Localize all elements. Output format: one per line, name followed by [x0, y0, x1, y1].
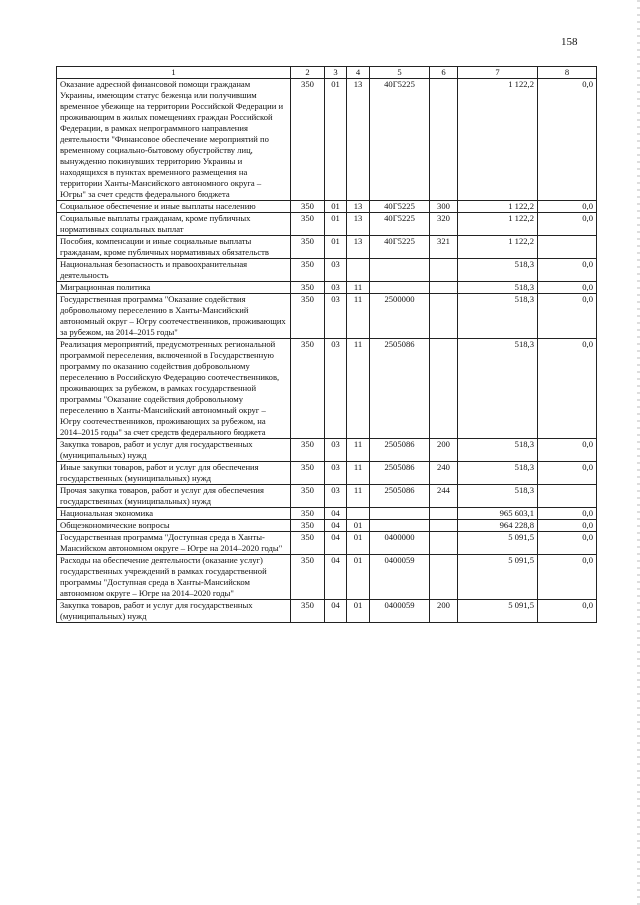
expense-type-cell: 321 [430, 236, 458, 259]
page-number: 158 [561, 36, 578, 48]
target-item-cell [370, 508, 430, 520]
target-item-cell [370, 282, 430, 294]
column-header: 1 [57, 67, 291, 79]
amount-extra-cell: 0,0 [538, 79, 597, 201]
section-cell: 03 [325, 282, 347, 294]
subsection-cell: 01 [347, 600, 370, 623]
subsection-cell: 13 [347, 201, 370, 213]
expense-type-cell [430, 282, 458, 294]
admin-code-cell: 350 [291, 508, 325, 520]
target-item-cell: 2505086 [370, 462, 430, 485]
amount-cell: 518,3 [458, 259, 538, 282]
amount-extra-cell: 0,0 [538, 555, 597, 600]
amount-cell: 1 122,2 [458, 213, 538, 236]
amount-cell: 5 091,5 [458, 532, 538, 555]
amount-extra-cell: 0,0 [538, 532, 597, 555]
amount-extra-cell: 0,0 [538, 439, 597, 462]
table-row [57, 79, 597, 201]
amount-extra-cell: 0,0 [538, 201, 597, 213]
amount-cell: 518,3 [458, 485, 538, 508]
amount-cell: 518,3 [458, 282, 538, 294]
subsection-cell: 11 [347, 294, 370, 339]
amount-extra-cell [538, 485, 597, 508]
section-cell: 03 [325, 339, 347, 439]
table-row [57, 555, 597, 600]
section-cell: 03 [325, 294, 347, 339]
section-cell: 04 [325, 520, 347, 532]
column-header: 3 [325, 67, 347, 79]
section-cell: 03 [325, 485, 347, 508]
amount-extra-cell: 0,0 [538, 520, 597, 532]
amount-cell: 1 122,2 [458, 201, 538, 213]
row-name-cell: Национальная безопасность и правоохранительная деятельность [57, 259, 291, 282]
target-item-cell: 2505086 [370, 339, 430, 439]
expense-type-cell: 200 [430, 600, 458, 623]
amount-extra-cell [538, 236, 597, 259]
expense-type-cell [430, 79, 458, 201]
table-row [57, 462, 597, 485]
expense-type-cell: 300 [430, 201, 458, 213]
admin-code-cell: 350 [291, 236, 325, 259]
column-header: 8 [538, 67, 597, 79]
subsection-cell: 01 [347, 555, 370, 600]
row-name-cell: Реализация мероприятий, предусмотренных региональной программой переселения, включенной в Государственную программу по оказанию содействия добровольному переселению в Российскую Федерацию соотечественников, проживающих за рубежом, в рамках государственной программы "Оказание содействия добровольному переселению в Ханты-Мансийский автономный округ – Югру соотечественников, проживающих за рубежом, на 2014–2015 годы" за счет средств федерального бюджета [57, 339, 291, 439]
amount-extra-cell: 0,0 [538, 508, 597, 520]
subsection-cell: 11 [347, 282, 370, 294]
target-item-cell [370, 259, 430, 282]
column-header: 7 [458, 67, 538, 79]
expense-type-cell [430, 294, 458, 339]
amount-extra-cell: 0,0 [538, 259, 597, 282]
target-item-cell: 2500000 [370, 294, 430, 339]
admin-code-cell: 350 [291, 282, 325, 294]
amount-cell: 5 091,5 [458, 555, 538, 600]
admin-code-cell: 350 [291, 485, 325, 508]
section-cell: 01 [325, 201, 347, 213]
column-header: 6 [430, 67, 458, 79]
amount-extra-cell: 0,0 [538, 282, 597, 294]
target-item-cell: 2505086 [370, 485, 430, 508]
row-name-cell: Государственная программа "Доступная среда в Ханты-Мансийском автономном округе – Югре на 2014–2020 годы" [57, 532, 291, 555]
target-item-cell: 40Г5225 [370, 201, 430, 213]
amount-cell: 965 603,1 [458, 508, 538, 520]
admin-code-cell: 350 [291, 439, 325, 462]
section-cell: 03 [325, 259, 347, 282]
row-name-cell: Расходы на обеспечение деятельности (оказание услуг) государственных учреждений в рамках государственной программы "Доступная среда в Ханты-Мансийском автономном округе – Югре на 2014–2020 годы" [57, 555, 291, 600]
amount-extra-cell: 0,0 [538, 294, 597, 339]
column-header: 2 [291, 67, 325, 79]
amount-extra-cell: 0,0 [538, 462, 597, 485]
target-item-cell [370, 520, 430, 532]
section-cell: 04 [325, 600, 347, 623]
expense-type-cell: 200 [430, 439, 458, 462]
section-cell: 01 [325, 236, 347, 259]
target-item-cell: 40Г5225 [370, 79, 430, 201]
section-cell: 01 [325, 79, 347, 201]
target-item-cell: 40Г5225 [370, 213, 430, 236]
row-name-cell: Миграционная политика [57, 282, 291, 294]
row-name-cell: Общеэкономические вопросы [57, 520, 291, 532]
table-row [57, 213, 597, 236]
subsection-cell: 11 [347, 339, 370, 439]
amount-cell: 964 228,8 [458, 520, 538, 532]
row-name-cell: Пособия, компенсации и иные социальные выплаты гражданам, кроме публичных нормативных обязательств [57, 236, 291, 259]
subsection-cell [347, 508, 370, 520]
column-header: 5 [370, 67, 430, 79]
expense-type-cell [430, 532, 458, 555]
expense-type-cell [430, 339, 458, 439]
admin-code-cell: 350 [291, 213, 325, 236]
table-row [57, 259, 597, 282]
section-cell: 01 [325, 213, 347, 236]
section-cell: 03 [325, 462, 347, 485]
subsection-cell: 13 [347, 213, 370, 236]
target-item-cell: 0400000 [370, 532, 430, 555]
expense-type-cell: 244 [430, 485, 458, 508]
target-item-cell: 0400059 [370, 600, 430, 623]
subsection-cell: 13 [347, 236, 370, 259]
expense-type-cell [430, 508, 458, 520]
section-cell: 04 [325, 508, 347, 520]
admin-code-cell: 350 [291, 79, 325, 201]
target-item-cell: 2505086 [370, 439, 430, 462]
admin-code-cell: 350 [291, 600, 325, 623]
row-name-cell: Национальная экономика [57, 508, 291, 520]
table-row [57, 532, 597, 555]
expense-type-cell [430, 520, 458, 532]
admin-code-cell: 350 [291, 520, 325, 532]
subsection-cell: 11 [347, 462, 370, 485]
table-row [57, 236, 597, 259]
table-row [57, 201, 597, 213]
amount-cell: 1 122,2 [458, 236, 538, 259]
expense-type-cell: 320 [430, 213, 458, 236]
budget-table [56, 66, 597, 623]
subsection-cell: 01 [347, 532, 370, 555]
amount-cell: 518,3 [458, 339, 538, 439]
admin-code-cell: 350 [291, 201, 325, 213]
subsection-cell: 11 [347, 439, 370, 462]
row-name-cell: Закупка товаров, работ и услуг для государственных (муниципальных) нужд [57, 600, 291, 623]
row-name-cell: Закупка товаров, работ и услуг для государственных (муниципальных) нужд [57, 439, 291, 462]
admin-code-cell: 350 [291, 555, 325, 600]
table-row [57, 339, 597, 439]
section-cell: 03 [325, 439, 347, 462]
target-item-cell: 0400059 [370, 555, 430, 600]
row-name-cell: Прочая закупка товаров, работ и услуг для обеспечения государственных (муниципальных) нужд [57, 485, 291, 508]
subsection-cell [347, 259, 370, 282]
amount-extra-cell: 0,0 [538, 213, 597, 236]
table-row [57, 294, 597, 339]
subsection-cell: 11 [347, 485, 370, 508]
section-cell: 04 [325, 555, 347, 600]
table-row [57, 600, 597, 623]
table-row [57, 508, 597, 520]
table-row [57, 520, 597, 532]
amount-extra-cell: 0,0 [538, 339, 597, 439]
amount-cell: 518,3 [458, 462, 538, 485]
subsection-cell: 01 [347, 520, 370, 532]
amount-cell: 518,3 [458, 439, 538, 462]
admin-code-cell: 350 [291, 339, 325, 439]
expense-type-cell [430, 555, 458, 600]
row-name-cell: Иные закупки товаров, работ и услуг для обеспечения государственных (муниципальных) нужд [57, 462, 291, 485]
amount-extra-cell: 0,0 [538, 600, 597, 623]
column-header: 4 [347, 67, 370, 79]
row-name-cell: Социальные выплаты гражданам, кроме публичных нормативных социальных выплат [57, 213, 291, 236]
admin-code-cell: 350 [291, 259, 325, 282]
admin-code-cell: 350 [291, 294, 325, 339]
table-row [57, 439, 597, 462]
admin-code-cell: 350 [291, 532, 325, 555]
table-row [57, 485, 597, 508]
row-name-cell: Оказание адресной финансовой помощи гражданам Украины, имеющим статус беженца или получившим временное убежище на территории Российской Федерации и проживающим в жилых помещениях граждан Российской Федерации, в рамках непрограммного направления деятельности "Финансовое обеспечение мероприятий по временному социально-бытовому обустройству лиц, вынужденно покинувших территорию Украины и находящихся в пунктах временного размещения на территории Ханты-Мансийского автономного округа – Югры" за счет средств федерального бюджета [57, 79, 291, 201]
amount-cell: 1 122,2 [458, 79, 538, 201]
admin-code-cell: 350 [291, 462, 325, 485]
expense-type-cell: 240 [430, 462, 458, 485]
table-row [57, 282, 597, 294]
target-item-cell: 40Г5225 [370, 236, 430, 259]
row-name-cell: Государственная программа "Оказание содействия добровольному переселению в Ханты-Мансийский автономный округ – Югру соотечественников, проживающих за рубежом, на 2014–2015 годы" [57, 294, 291, 339]
amount-cell: 518,3 [458, 294, 538, 339]
section-cell: 04 [325, 532, 347, 555]
expense-type-cell [430, 259, 458, 282]
subsection-cell: 13 [347, 79, 370, 201]
amount-cell: 5 091,5 [458, 600, 538, 623]
row-name-cell: Социальное обеспечение и иные выплаты населению [57, 201, 291, 213]
table-header-row [57, 67, 597, 79]
